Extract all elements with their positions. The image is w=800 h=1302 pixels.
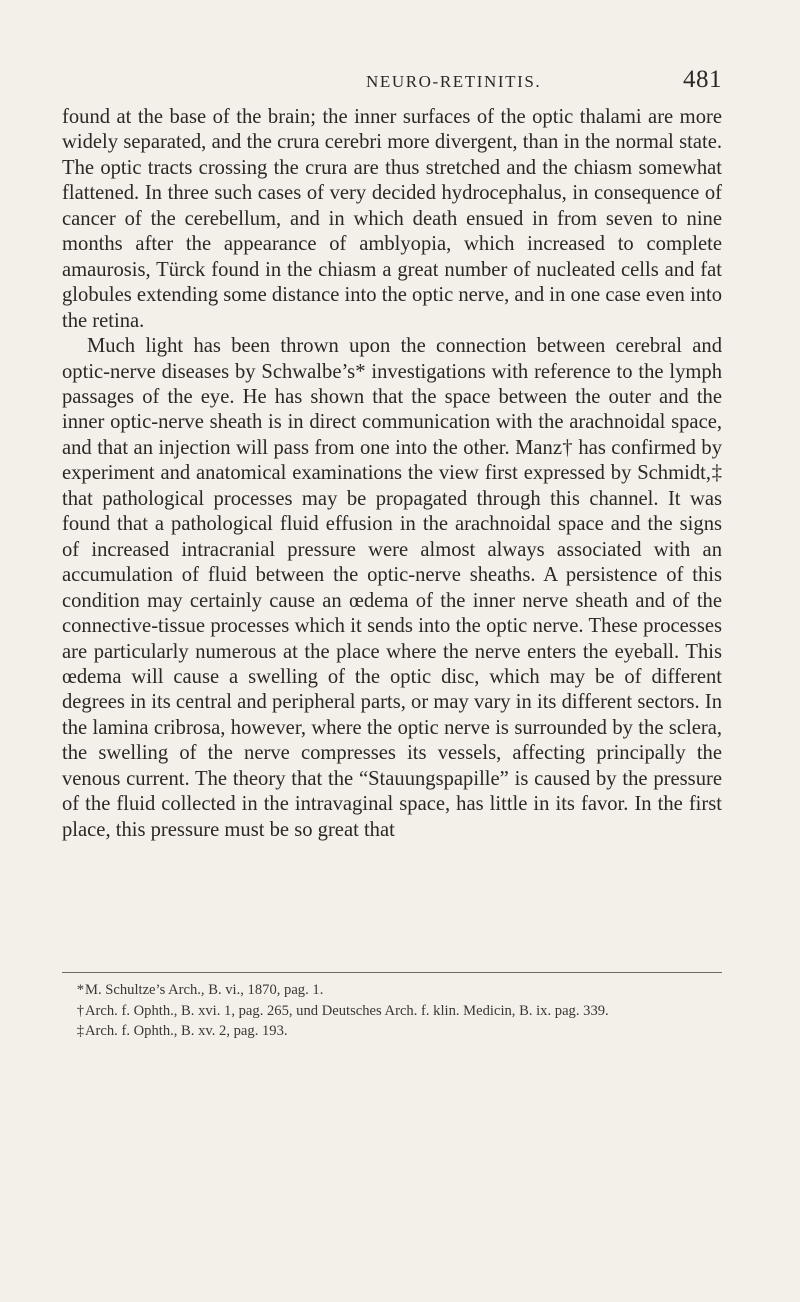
footnote-marker: ‡ — [76, 1023, 84, 1039]
paragraph-1: found at the base of the brain; the inner surfaces of the optic thalami are more widely separated, and the crura cerebri more divergent, than in the normal state. The optic tracts crossing the crura are thus stretched and the chiasm somewhat flattened. In three such cases of very decided hydrocephalus, in consequence of cancer of the cerebellum, and in which death ensued in from seven to nine months after the appearance of amblyopia, which increased to complete amaurosis, Türck found in the chiasm a great number of nucleated cells and fat globules extending some distance into the optic nerve, and in one case even into the retina. — [62, 106, 722, 332]
footnote-marker: * — [76, 982, 84, 998]
footnote-text: Arch. f. Ophth., B. xv. 2, pag. 193. — [85, 1023, 288, 1039]
page-number: 481 — [683, 66, 722, 93]
footnote-marker: † — [76, 1002, 84, 1019]
footnote-2 — [62, 1001, 722, 1022]
body-text — [62, 105, 722, 843]
footnote-text: M. Schultze’s Arch., B. vi., 1870, pag. 1. — [85, 982, 324, 998]
footnote-1 — [62, 980, 722, 1001]
footnote-rule — [62, 972, 722, 973]
footnotes — [62, 980, 722, 1042]
footnote-3 — [62, 1021, 722, 1042]
footnote-text: Arch. f. Ophth., B. xvi. 1, pag. 265, und Deutsches Arch. f. klin. Medicin, B. ix. pag. 339. — [85, 1002, 609, 1019]
paragraph-2: Much light has been thrown upon the connection between cerebral and optic-nerve diseases by Schwalbe’s* investigations with reference to the lymph passages of the eye. He has shown that the space between the outer and the inner optic-nerve sheath is in direct communication with the arachnoidal space, and that an injection will pass from one into the other. Manz† has confirmed by experiment and anatomical examinations the view first expressed by Schmidt,‡ that pathological processes may be propagated through this channel. It was found that a pathological fluid effusion in the arachnoidal space and the signs of increased intracranial pressure were almost always associated with an accumulation of fluid between the optic-nerve sheaths. A persistence of this condition may certainly cause an œdema of the inner nerve sheath and of the connective-tissue processes which it sends into the optic nerve. These processes are particularly numerous at the place where the nerve enters the eyeball. This œdema will cause a swelling of the optic disc, which may be of different degrees in its central and peripheral parts, or may vary in its different sectors. In the lamina cribrosa, however, where the optic nerve is surrounded by the sclera, the swelling of the nerve compresses its vessels, affecting principally the venous current. The theory that the “Stauungspapille” is caused by the pressure of the fluid collected in the intravaginal space, has little in its favor. In the first place, this pressure must be so great that — [62, 335, 722, 841]
running-head — [280, 66, 722, 96]
running-title: NEURO-RETINITIS. — [366, 72, 542, 91]
